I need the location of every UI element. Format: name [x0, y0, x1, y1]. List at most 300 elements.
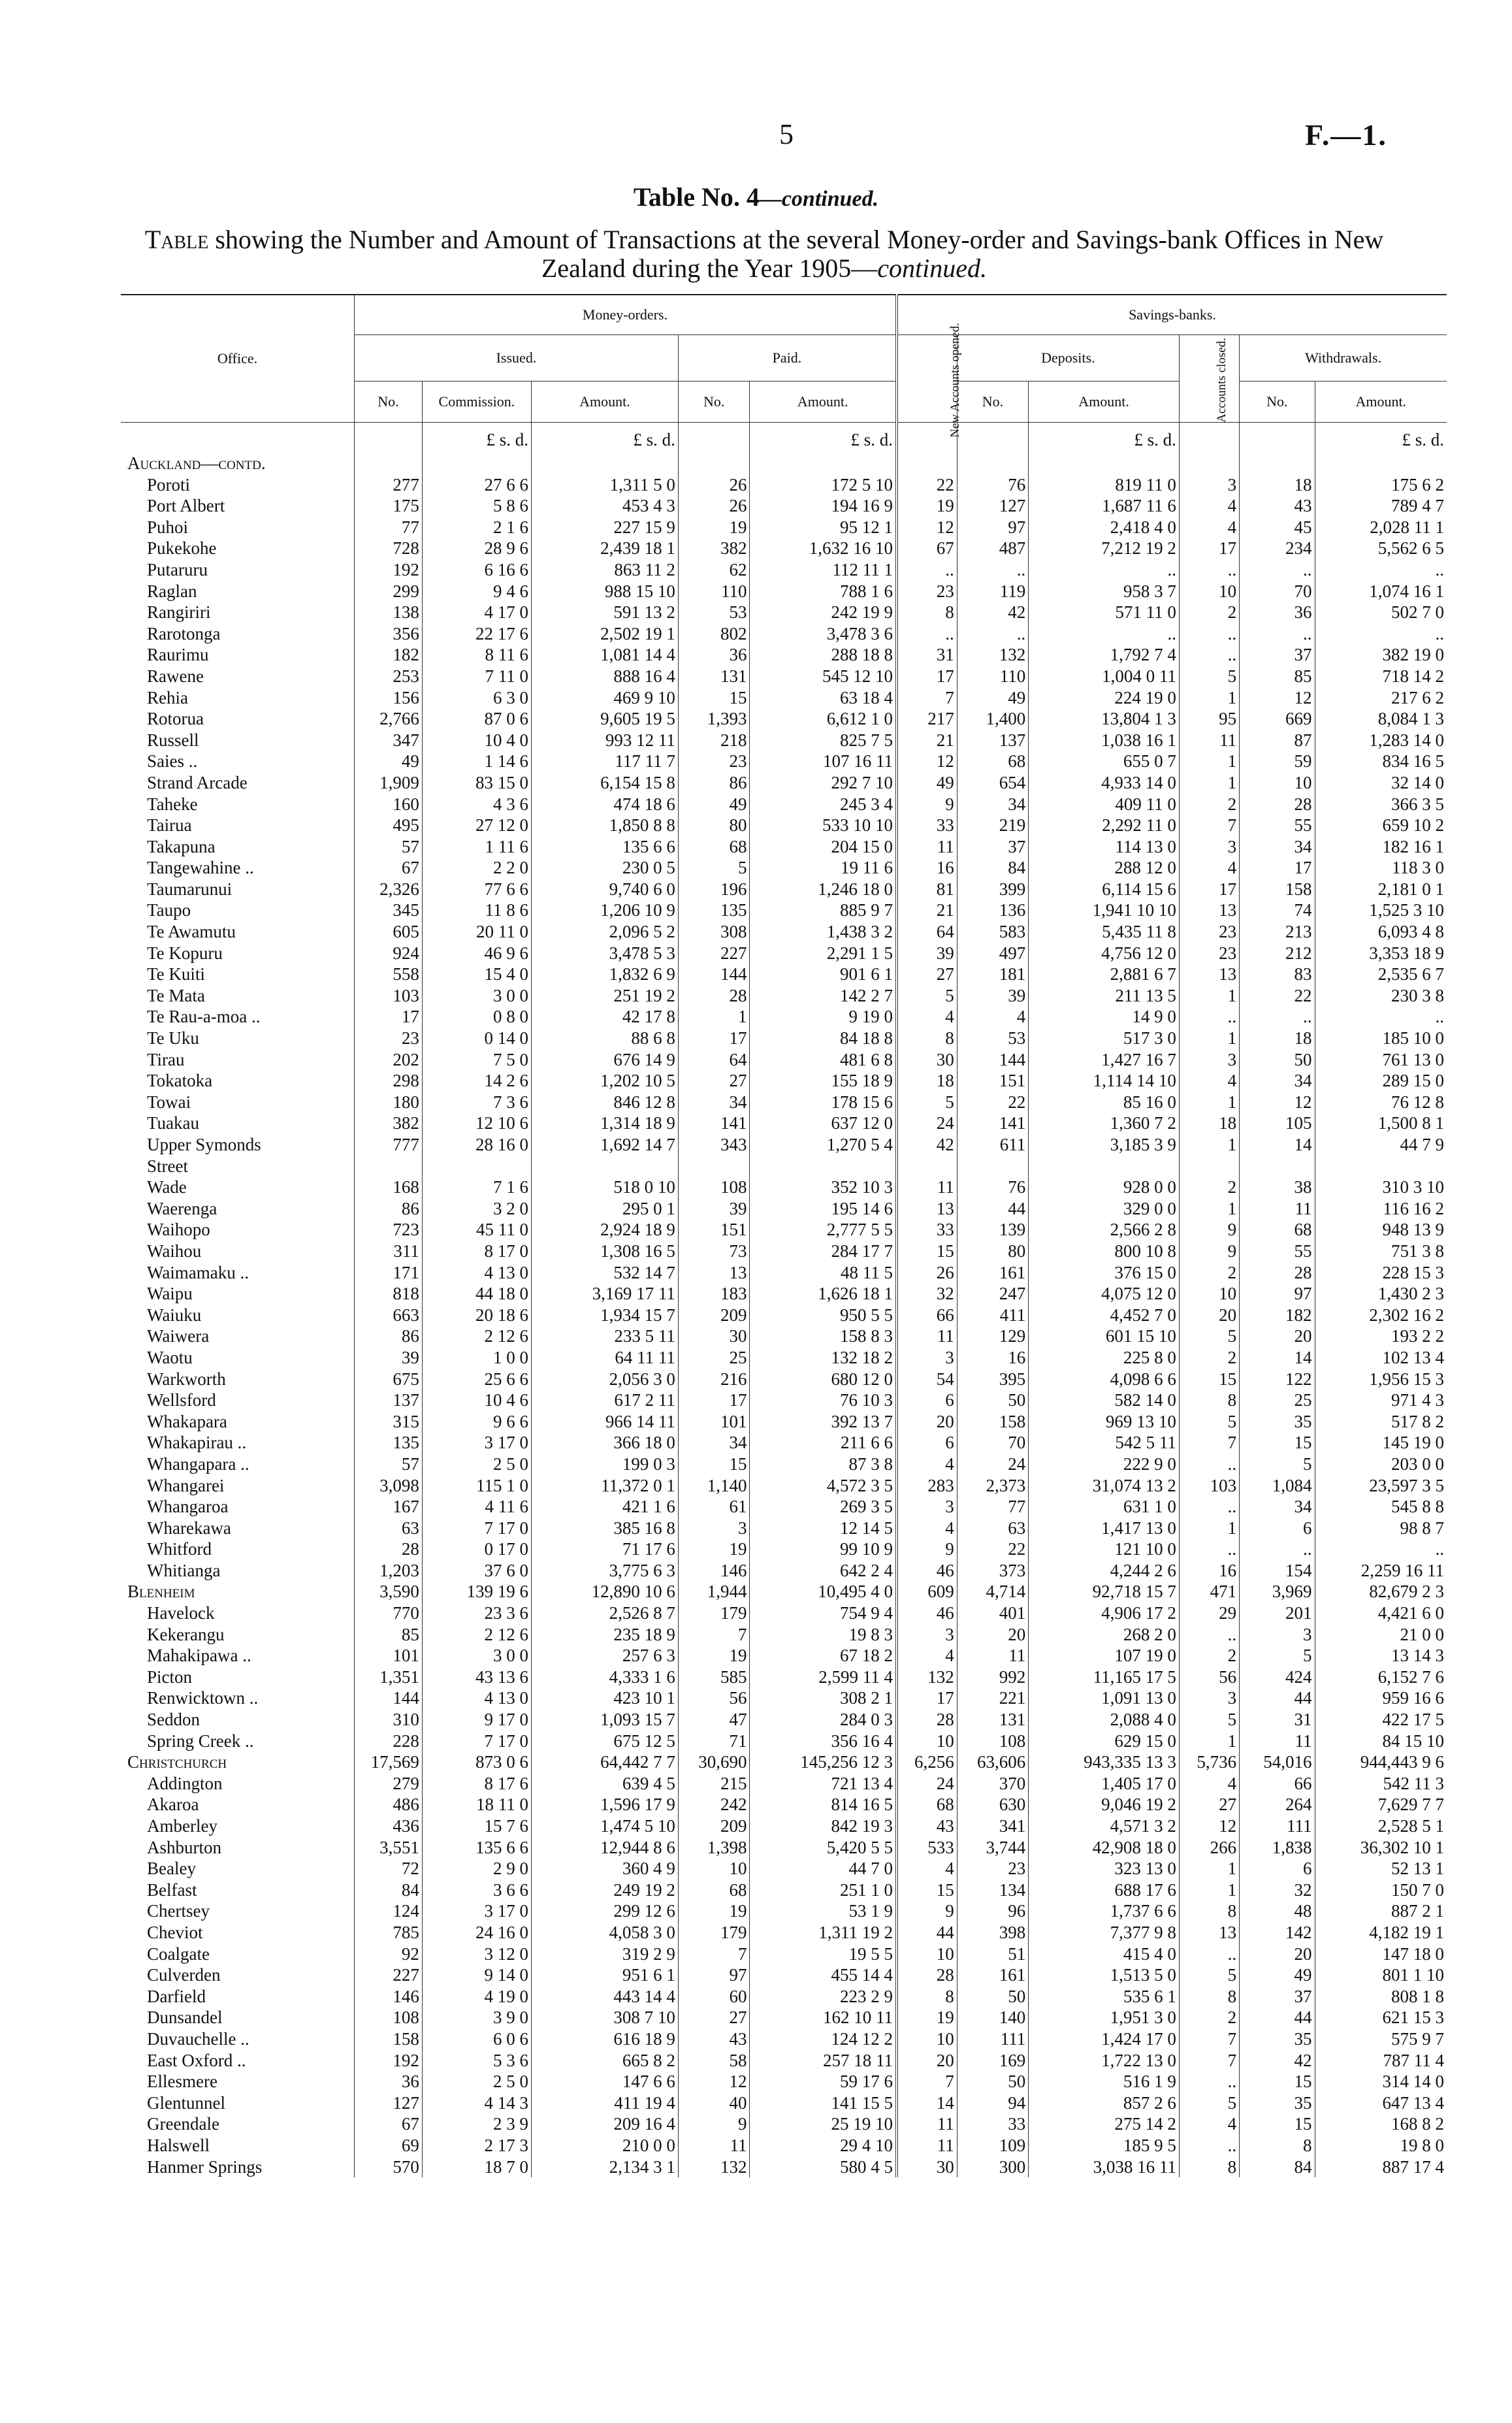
cell-issued-commission: 5 3 6 [422, 2050, 531, 2072]
cell-deposits-amount: 1,722 13 0 [1029, 2050, 1180, 2072]
table-row [121, 1070, 1447, 1092]
cell-withdrawals-amount: 761 13 0 [1315, 1049, 1447, 1071]
cell-withdrawals-amount: 7,629 7 7 [1315, 1794, 1447, 1815]
cell-accounts-closed: 7 [1179, 2050, 1239, 2072]
table-row [121, 1560, 1447, 1582]
table-row [121, 985, 1447, 1007]
cell-paid-amount: 637 12 0 [750, 1113, 897, 1134]
cell-withdrawals-amount: 98 8 7 [1315, 1518, 1447, 1539]
cell-issued-amount: 233 5 11 [532, 1325, 679, 1347]
cell-paid-amount: 162 10 11 [750, 2007, 897, 2028]
cell-paid-no: 144 [678, 964, 750, 985]
office-name: Taheke [147, 794, 198, 814]
cell-paid-no: 62 [678, 559, 750, 581]
cell-issued-commission: 5 8 6 [422, 495, 531, 517]
cell-new-accounts: 27 [897, 964, 957, 985]
cell-deposits-amount: 969 13 10 [1029, 1411, 1180, 1433]
cell-issued-no: 158 [355, 2028, 423, 2050]
cell-new-accounts: 49 [897, 772, 957, 794]
subtitle-continued: continued. [877, 253, 988, 283]
col-paid-no: No. [678, 382, 750, 423]
cell-issued-no: 67 [355, 2113, 423, 2135]
cell-issued-no: 382 [355, 1113, 423, 1134]
table-row [121, 815, 1447, 836]
cell-issued-amount: 2,096 5 2 [532, 921, 679, 943]
cell-deposits-no: 53 [957, 1028, 1029, 1049]
cell-accounts-closed: 1 [1179, 772, 1239, 794]
table-body [121, 423, 1447, 2178]
cell-new-accounts: 46 [897, 1560, 957, 1582]
cell-issued-no: 924 [355, 943, 423, 964]
table-row [121, 623, 1447, 645]
cell-new-accounts: 18 [897, 1070, 957, 1092]
cell-accounts-closed: 1 [1179, 751, 1239, 772]
cell-withdrawals-amount: 959 16 6 [1315, 1687, 1447, 1709]
cell-paid-amount: 48 11 5 [750, 1262, 897, 1284]
cell-accounts-closed: 56 [1179, 1667, 1239, 1688]
cell-issued-commission: 28 9 6 [422, 538, 531, 559]
cell-deposits-no: 134 [957, 1879, 1029, 1901]
office-name: Wellsford [147, 1390, 216, 1410]
cell-deposits-no: 132 [957, 644, 1029, 666]
cell-withdrawals-no: 1,838 [1240, 1837, 1315, 1859]
cell-paid-amount: 352 10 3 [750, 1177, 897, 1198]
cell-withdrawals-no: 83 [1240, 964, 1315, 985]
cell-issued-no: 39 [355, 1347, 423, 1369]
cell-paid-no: 101 [678, 1411, 750, 1433]
cell-withdrawals-amount: 23,597 3 5 [1315, 1475, 1447, 1497]
cell-new-accounts: 20 [897, 1411, 957, 1433]
cell-issued-no: 2,326 [355, 879, 423, 900]
cell-deposits-no: 151 [957, 1070, 1029, 1092]
cell-deposits-amount: 1,360 7 2 [1029, 1113, 1180, 1134]
cell-issued-amount: 308 7 10 [532, 2007, 679, 2028]
cell-withdrawals-amount: 808 1 8 [1315, 1986, 1447, 2008]
cell-withdrawals-amount: 2,302 16 2 [1315, 1305, 1447, 1326]
cell-paid-amount: 99 10 9 [750, 1538, 897, 1560]
cell-accounts-closed: 5 [1179, 2092, 1239, 2114]
office-name: Upper Symonds [147, 1135, 261, 1154]
table-row [121, 751, 1447, 772]
cell-issued-commission: 3 17 0 [422, 1432, 531, 1454]
cell-issued-no: 146 [355, 1986, 423, 2008]
office-name: Ellesmere [147, 2072, 217, 2092]
cell-issued-amount: 299 12 6 [532, 1900, 679, 1922]
cell-new-accounts: 24 [897, 1113, 957, 1134]
cell-deposits-amount: 1,941 10 10 [1029, 900, 1180, 921]
office-name: Tangewahine .. [147, 858, 254, 878]
cell-deposits-amount: 4,098 6 6 [1029, 1369, 1180, 1390]
cell-paid-no: 47 [678, 1709, 750, 1731]
table-row [121, 879, 1447, 900]
office-name: Te Uku [147, 1028, 199, 1049]
cell-issued-commission: 43 13 6 [422, 1667, 531, 1688]
cell-new-accounts: 10 [897, 1943, 957, 1965]
cell-issued-no: 85 [355, 1624, 423, 1646]
cell-issued-commission: 1 11 6 [422, 836, 531, 858]
cell-deposits-amount: 225 8 0 [1029, 1347, 1180, 1369]
cell-withdrawals-amount: 971 4 3 [1315, 1390, 1447, 1411]
office-name: Culverden [147, 1965, 221, 1985]
col-paid-amount: Amount. [750, 382, 897, 423]
unit-label: £ s. d. [750, 423, 897, 453]
cell-accounts-closed [1179, 453, 1239, 474]
cell-accounts-closed: .. [1179, 1624, 1239, 1646]
cell-accounts-closed: 11 [1179, 730, 1239, 751]
cell-withdrawals-amount: 2,028 11 1 [1315, 517, 1447, 538]
office-name: Takapuna [147, 836, 216, 856]
cell-issued-no: 23 [355, 1028, 423, 1049]
cell-withdrawals-no: 3,969 [1240, 1581, 1315, 1602]
cell-deposits-amount: 800 10 8 [1029, 1241, 1180, 1262]
cell-paid-amount: 19 11 6 [750, 857, 897, 879]
cell-issued-no: 192 [355, 559, 423, 581]
cell-accounts-closed: 95 [1179, 708, 1239, 730]
cell-withdrawals-no: 18 [1240, 1028, 1315, 1049]
cell-withdrawals-no: 87 [1240, 730, 1315, 751]
cell-accounts-closed: 1 [1179, 687, 1239, 709]
cell-new-accounts: .. [897, 623, 957, 645]
cell-paid-amount: 1,311 19 2 [750, 1922, 897, 1943]
office-name: Havelock [147, 1603, 215, 1623]
cell-issued-commission: 2 12 6 [422, 1325, 531, 1347]
cell-deposits-amount: 4,075 12 0 [1029, 1283, 1180, 1305]
cell-issued-commission: 873 0 6 [422, 1751, 531, 1773]
cell-withdrawals-no: 22 [1240, 985, 1315, 1007]
cell-paid-no: 34 [678, 1432, 750, 1454]
cell-withdrawals-amount: 21 0 0 [1315, 1624, 1447, 1646]
cell-issued-commission: 18 11 0 [422, 1794, 531, 1815]
col-issued-amount: Amount. [532, 382, 679, 423]
cell-withdrawals-no: 44 [1240, 1687, 1315, 1709]
cell-issued-commission: 4 17 0 [422, 602, 531, 623]
cell-issued-commission: 44 18 0 [422, 1283, 531, 1305]
cell-accounts-closed: .. [1179, 1454, 1239, 1475]
office-name: Auckland—contd. [127, 453, 266, 473]
cell-paid-amount: 788 1 6 [750, 581, 897, 602]
cell-paid-no: 86 [678, 772, 750, 794]
cell-accounts-closed: 17 [1179, 538, 1239, 559]
cell-accounts-closed: 15 [1179, 1369, 1239, 1390]
cell-paid-amount: 642 2 4 [750, 1560, 897, 1582]
cell-issued-commission: 23 3 6 [422, 1602, 531, 1624]
cell-withdrawals-amount: 310 3 10 [1315, 1177, 1447, 1198]
cell-paid-amount: 2,599 11 4 [750, 1667, 897, 1688]
cell-withdrawals-amount: 789 4 7 [1315, 495, 1447, 517]
cell-deposits-amount: 1,417 13 0 [1029, 1518, 1180, 1539]
cell-paid-amount: 19 8 3 [750, 1624, 897, 1646]
cell-paid-no: 343 [678, 1134, 750, 1156]
cell-withdrawals-no: 154 [1240, 1560, 1315, 1582]
cell-issued-no: 86 [355, 1198, 423, 1220]
cell-accounts-closed: 1 [1179, 1028, 1239, 1049]
cell-accounts-closed: 1 [1179, 985, 1239, 1007]
cell-issued-amount: 1,202 10 5 [532, 1070, 679, 1092]
cell-paid-no: 97 [678, 1964, 750, 1986]
cell-issued-commission: 3 12 0 [422, 1943, 531, 1965]
cell-withdrawals-amount: 542 11 3 [1315, 1773, 1447, 1795]
office-name: Addington [147, 1773, 223, 1793]
cell-withdrawals-amount: 2,528 5 1 [1315, 1815, 1447, 1837]
cell-new-accounts: 19 [897, 2007, 957, 2028]
cell-paid-no: 39 [678, 1198, 750, 1220]
cell-issued-commission: 15 4 0 [422, 964, 531, 985]
cell-issued-amount: 257 6 3 [532, 1645, 679, 1667]
cell-issued-amount: 230 0 5 [532, 857, 679, 879]
cell-withdrawals-amount: 102 13 4 [1315, 1347, 1447, 1369]
cell-issued-no: 675 [355, 1369, 423, 1390]
table-row [121, 836, 1447, 858]
cell-deposits-amount: 629 15 0 [1029, 1731, 1180, 1752]
cell-paid-no: 26 [678, 474, 750, 496]
cell-issued-amount: 210 0 0 [532, 2135, 679, 2156]
col-money-orders: Money-orders. [355, 295, 897, 335]
cell-withdrawals-no: 20 [1240, 1943, 1315, 1965]
subtitle-lead: Table [144, 225, 209, 254]
cell-issued-amount: 411 19 4 [532, 2092, 679, 2114]
cell-withdrawals-no: 55 [1240, 815, 1315, 836]
table-row [121, 1432, 1447, 1454]
cell-paid-amount: 107 16 11 [750, 751, 897, 772]
cell-issued-no: 168 [355, 1177, 423, 1198]
cell-deposits-amount: 4,452 7 0 [1029, 1305, 1180, 1326]
cell-withdrawals-amount: 6,152 7 6 [1315, 1667, 1447, 1688]
cell-deposits-amount: 1,114 14 10 [1029, 1070, 1180, 1092]
cell-deposits-amount: 535 6 1 [1029, 1986, 1180, 2008]
table-row [121, 2113, 1447, 2135]
cell-accounts-closed: 4 [1179, 1070, 1239, 1092]
cell-accounts-closed: 3 [1179, 1049, 1239, 1071]
cell-issued-commission: 4 14 3 [422, 2092, 531, 2114]
cell-deposits-amount: 958 3 7 [1029, 581, 1180, 602]
cell-paid-no: 585 [678, 1667, 750, 1688]
cell-deposits-no: 136 [957, 900, 1029, 921]
cell-issued-amount: 9,605 19 5 [532, 708, 679, 730]
cell-new-accounts: .. [897, 559, 957, 581]
cell-issued-amount: 443 14 4 [532, 1986, 679, 2008]
cell-deposits-no: 1,400 [957, 708, 1029, 730]
cell-new-accounts: 81 [897, 879, 957, 900]
subtitle-text: showing the Number and Amount of Transactions at the several Money-order and Savings-bank Offices in New Zealand during the Year 1905— [208, 225, 1384, 283]
cell-issued-commission: 18 7 0 [422, 2156, 531, 2178]
cell-deposits-no: .. [957, 559, 1029, 581]
table-row [121, 453, 1447, 474]
cell-withdrawals-amount: 36,302 10 1 [1315, 1837, 1447, 1859]
cell-deposits-amount: 268 2 0 [1029, 1624, 1180, 1646]
cell-withdrawals-amount: 4,421 6 0 [1315, 1602, 1447, 1624]
table-row [121, 1731, 1447, 1752]
cell-deposits-amount: 415 4 0 [1029, 1943, 1180, 1965]
cell-accounts-closed: 2 [1179, 794, 1239, 815]
cell-issued-commission: 25 6 6 [422, 1369, 531, 1390]
cell-withdrawals-no: 31 [1240, 1709, 1315, 1731]
table-row [121, 1390, 1447, 1411]
cell-issued-commission: 2 12 6 [422, 1624, 531, 1646]
cell-withdrawals-no: 11 [1240, 1198, 1315, 1220]
cell-paid-amount: 455 14 4 [750, 1964, 897, 1986]
cell-issued-commission: 6 16 6 [422, 559, 531, 581]
cell-new-accounts: 4 [897, 1518, 957, 1539]
office-name: Tuakau [147, 1113, 200, 1133]
cell-deposits-amount: 13,804 1 3 [1029, 708, 1180, 730]
cell-withdrawals-no: 15 [1240, 2113, 1315, 2135]
cell-paid-amount: 195 14 6 [750, 1198, 897, 1220]
cell-deposits-amount: 5,435 11 8 [1029, 921, 1180, 943]
office-name: Rangiriri [147, 602, 211, 623]
cell-issued-amount: 469 9 10 [532, 687, 679, 709]
unit-label: £ s. d. [422, 423, 531, 453]
cell-accounts-closed: 4 [1179, 517, 1239, 538]
cell-issued-amount: 319 2 9 [532, 1943, 679, 1965]
cell-issued-no: 356 [355, 623, 423, 645]
cell-issued-commission: 2 1 6 [422, 517, 531, 538]
cell-deposits-amount: 1,405 17 0 [1029, 1773, 1180, 1795]
cell-paid-no: 15 [678, 687, 750, 709]
cell-issued-amount: 617 2 11 [532, 1390, 679, 1411]
cell-deposits-no: 401 [957, 1602, 1029, 1624]
cell-issued-no: 86 [355, 1325, 423, 1347]
cell-withdrawals-no: 122 [1240, 1369, 1315, 1390]
cell-deposits-amount: 376 15 0 [1029, 1262, 1180, 1284]
cell-withdrawals-no: 15 [1240, 1432, 1315, 1454]
cell-withdrawals-no: 48 [1240, 1900, 1315, 1922]
cell-paid-amount: 155 18 9 [750, 1070, 897, 1092]
cell-issued-amount [532, 453, 679, 474]
table-row [121, 1794, 1447, 1815]
cell-paid-no: 1,398 [678, 1837, 750, 1859]
cell-issued-no: 1,203 [355, 1560, 423, 1582]
cell-withdrawals-no: 1,084 [1240, 1475, 1315, 1497]
office-name: Christchurch [127, 1752, 227, 1772]
cell-issued-amount: 518 0 10 [532, 1177, 679, 1198]
cell-deposits-amount: 211 13 5 [1029, 985, 1180, 1007]
cell-deposits-amount: 571 11 0 [1029, 602, 1180, 623]
cell-withdrawals-no: 49 [1240, 1964, 1315, 1986]
cell-paid-no: 43 [678, 2028, 750, 2050]
cell-new-accounts: 30 [897, 2156, 957, 2178]
cell-withdrawals-no: 6 [1240, 1518, 1315, 1539]
cell-issued-no: 72 [355, 1858, 423, 1879]
cell-deposits-amount: 31,074 13 2 [1029, 1475, 1180, 1497]
cell-withdrawals-amount [1315, 1156, 1447, 1177]
cell-accounts-closed: 4 [1179, 2113, 1239, 2135]
cell-withdrawals-no: 212 [1240, 943, 1315, 964]
cell-deposits-no: 992 [957, 1667, 1029, 1688]
cell-withdrawals-amount [1315, 453, 1447, 474]
cell-issued-amount: 12,944 8 6 [532, 1837, 679, 1859]
cell-deposits-no [957, 1156, 1029, 1177]
table-row [121, 1900, 1447, 1922]
cell-withdrawals-amount: 887 2 1 [1315, 1900, 1447, 1922]
cell-withdrawals-amount: 2,535 6 7 [1315, 964, 1447, 985]
office-name: Te Awamutu [147, 922, 236, 942]
office-name: Whakapara [147, 1411, 227, 1431]
cell-withdrawals-no: 59 [1240, 751, 1315, 772]
cell-issued-commission: 10 4 0 [422, 730, 531, 751]
cell-deposits-amount: 2,881 6 7 [1029, 964, 1180, 985]
table-row [121, 794, 1447, 815]
table-row [121, 1092, 1447, 1113]
cell-deposits-no: 50 [957, 1986, 1029, 2008]
cell-withdrawals-no: 142 [1240, 1922, 1315, 1943]
cell-deposits-no: 108 [957, 1731, 1029, 1752]
cell-paid-amount: 19 5 5 [750, 1943, 897, 1965]
cell-paid-no: 23 [678, 751, 750, 772]
office-name: Te Kopuru [147, 943, 223, 963]
table-row [121, 1667, 1447, 1688]
cell-paid-no: 10 [678, 1858, 750, 1879]
cell-deposits-no: 341 [957, 1815, 1029, 1837]
cell-withdrawals-no: 111 [1240, 1815, 1315, 1837]
cell-new-accounts: 28 [897, 1709, 957, 1731]
cell-issued-commission: 4 3 6 [422, 794, 531, 815]
cell-paid-amount: 814 16 5 [750, 1794, 897, 1815]
cell-deposits-no: 158 [957, 1411, 1029, 1433]
cell-withdrawals-no: 264 [1240, 1794, 1315, 1815]
office-name: Wharekawa [147, 1518, 231, 1538]
cell-paid-no: 80 [678, 815, 750, 836]
cell-paid-no: 215 [678, 1773, 750, 1795]
office-name: Raglan [147, 581, 197, 601]
cell-withdrawals-amount: 145 19 0 [1315, 1432, 1447, 1454]
cell-deposits-amount: 582 14 0 [1029, 1390, 1180, 1411]
col-withdrawals: Withdrawals. [1240, 335, 1447, 382]
cell-issued-amount: 988 15 10 [532, 581, 679, 602]
cell-accounts-closed: 10 [1179, 581, 1239, 602]
cell-paid-no: 19 [678, 517, 750, 538]
cell-withdrawals-no: 37 [1240, 644, 1315, 666]
cell-issued-amount: 6,154 15 8 [532, 772, 679, 794]
cell-withdrawals-amount: 8,084 1 3 [1315, 708, 1447, 730]
cell-new-accounts: 5 [897, 1092, 957, 1113]
table-row [121, 1006, 1447, 1028]
cell-withdrawals-amount: 647 13 4 [1315, 2092, 1447, 2114]
cell-new-accounts: 9 [897, 1900, 957, 1922]
cell-paid-amount: 901 6 1 [750, 964, 897, 985]
cell-issued-no: 28 [355, 1538, 423, 1560]
cell-issued-amount: 639 4 5 [532, 1773, 679, 1795]
cell-new-accounts: 31 [897, 644, 957, 666]
cell-deposits-no: 42 [957, 602, 1029, 623]
cell-issued-amount: 863 11 2 [532, 559, 679, 581]
cell-issued-commission: 7 17 0 [422, 1518, 531, 1539]
table-row [121, 1773, 1447, 1795]
cell-withdrawals-amount: 1,430 2 3 [1315, 1283, 1447, 1305]
cell-new-accounts: 6,256 [897, 1751, 957, 1773]
table-row [121, 1113, 1447, 1134]
office-name: Raurimu [147, 645, 209, 665]
cell-deposits-amount: 819 11 0 [1029, 474, 1180, 496]
cell-new-accounts: 17 [897, 1687, 957, 1709]
cell-accounts-closed: 27 [1179, 1794, 1239, 1815]
cell-deposits-amount: 11,165 17 5 [1029, 1667, 1180, 1688]
cell-accounts-closed: 266 [1179, 1837, 1239, 1859]
cell-issued-commission: 3 6 6 [422, 1879, 531, 1901]
cell-accounts-closed: 29 [1179, 1602, 1239, 1624]
table-row [121, 1219, 1447, 1241]
cell-withdrawals-amount: 6,093 4 8 [1315, 921, 1447, 943]
cell-deposits-no: 24 [957, 1454, 1029, 1475]
cell-deposits-no: 169 [957, 2050, 1029, 2072]
cell-issued-no: 63 [355, 1518, 423, 1539]
cell-issued-commission: 77 6 6 [422, 879, 531, 900]
cell-deposits-amount: 1,687 11 6 [1029, 495, 1180, 517]
cell-paid-amount: 825 7 5 [750, 730, 897, 751]
cell-withdrawals-no: 182 [1240, 1305, 1315, 1326]
cell-withdrawals-no [1240, 453, 1315, 474]
cell-new-accounts: 11 [897, 2113, 957, 2135]
cell-issued-commission: 1 14 6 [422, 751, 531, 772]
